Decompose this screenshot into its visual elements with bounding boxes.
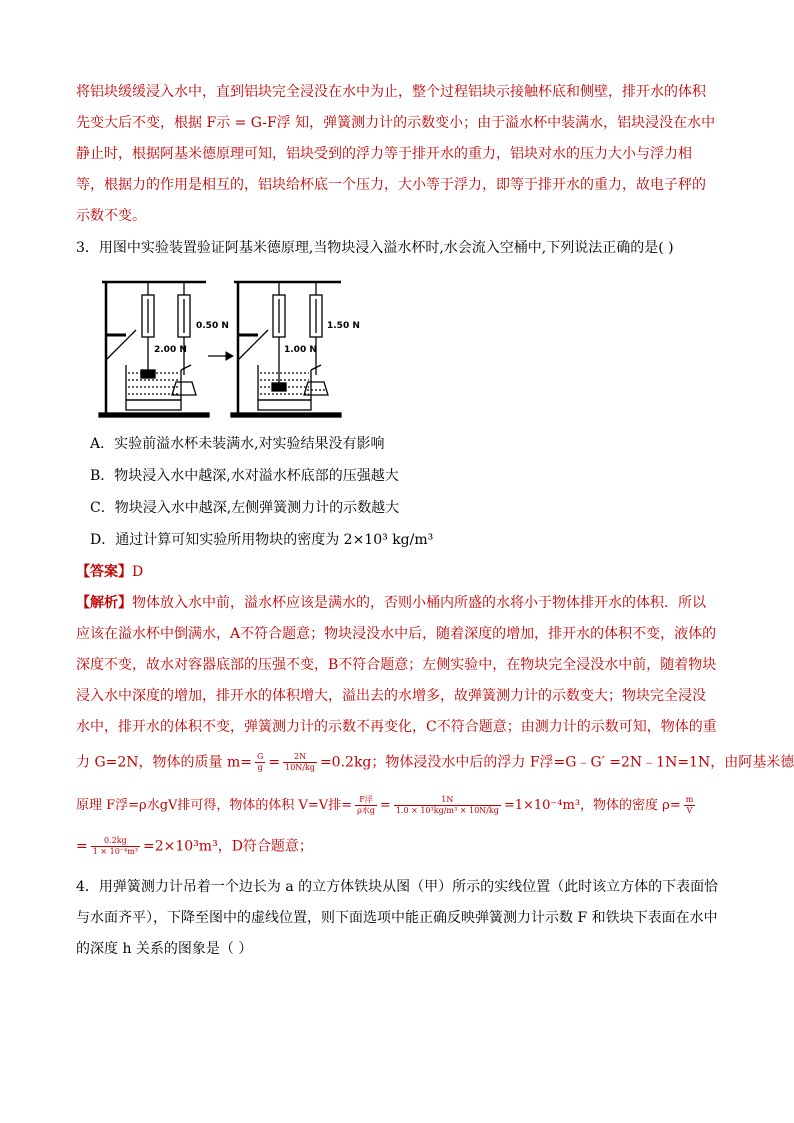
analysis-line-formula-3	[76, 836, 716, 857]
fraction-denominator: 1 × 10⁻⁴m³	[92, 847, 139, 856]
solution-line: 静止时，根据阿基米德原理可知，铝块受到的浮力等于排开水的重力，铝块对水的压力大小与浮力相	[76, 146, 692, 162]
solution-line: 将铝块缓缓浸入水中，直到铝块完全浸没在水中为止，整个过程铝块示接触杯底和侧壁，排开水的体积	[76, 84, 706, 100]
formula-text: =2×10³m³，D符合题意；	[143, 838, 313, 855]
label-0-50n: 0.50 N	[196, 321, 229, 331]
option-a: A．实验前溢水杯未装满水,对实验结果没有影响	[90, 436, 385, 452]
analysis-line: 浸入水中深度的增加，排开水的体积增大，溢出去的水增多，故弹簧测力计的示数变大；物块完全浸没	[76, 688, 706, 704]
formula-text: 原理 F浮=ρ水gV排可得，物体的体积 V=V排=	[76, 798, 353, 813]
experiment-figure	[96, 270, 396, 420]
fraction-numerator: 2N	[283, 752, 317, 763]
question-3-stem: 3．用图中实验装置验证阿基米德原理,当物块浸入溢水杯时,水会流入空桶中,下列说法正确的是( )	[76, 240, 674, 256]
fraction-denominator: g	[257, 763, 263, 772]
solution-line: 先变大后不变，根据 F示 = G-F浮 知，弹簧测力计的示数变小；由于溢水杯中装满水，铝块浸没在水中	[76, 115, 716, 131]
label-1-50n: 1.50 N	[327, 321, 360, 331]
solution-line: 示数不变。	[76, 208, 146, 224]
option-c: C．物块浸入水中越深,左侧弹簧测力计的示数越大	[90, 500, 400, 516]
arrow-icon	[208, 352, 233, 360]
analysis-line-formula-1	[76, 752, 794, 773]
fraction-denominator: V	[686, 806, 693, 815]
solution-line: 等，根据力的作用是相互的，铝块给杯底一个压力，大小等于浮力，即等于排开水的重力，故电子秤的	[76, 177, 706, 193]
answer-line	[76, 562, 716, 582]
equals-sign: =	[379, 798, 391, 813]
option-d: D．通过计算可知实验所用物块的密度为 2×10³ kg/m³	[90, 532, 434, 548]
analysis-line-formula-2	[76, 795, 716, 816]
fraction-denominator: 1.0 × 10³kg/m³ × 10N/kg	[395, 806, 499, 815]
fraction-numerator: 1N	[394, 795, 501, 806]
equals-sign: =	[268, 754, 281, 771]
formula-text: =0.2kg；物体浸没水中后的浮力 F浮=G﹣G′ =2N﹣1N=1N，由阿基米德	[319, 754, 794, 771]
fraction-numerator: G	[256, 752, 264, 761]
formula-text: 力 G=2N，物体的质量 m=	[76, 754, 252, 771]
question-4-line: 与水面齐平），下降至图中的虚线位置，则下面选项中能正确反映弹簧测力计示数 F 和铁块下表面在水中	[76, 910, 718, 926]
label-2-00n: 2.00 N	[154, 345, 187, 355]
option-b: B．物块浸入水中越深,水对溢水杯底部的压强越大	[90, 468, 399, 484]
question-4-line: 4．用弹簧测力计吊着一个边长为 a 的立方体铁块从图（甲）所示的实线位置（此时该立方体的下表面恰	[76, 879, 719, 895]
answer-value: D	[132, 564, 144, 580]
fraction-numerator: m	[685, 795, 694, 804]
analysis-line	[76, 593, 716, 613]
fraction-numerator: F浮	[355, 795, 377, 806]
analysis-label: 【解析】	[76, 595, 132, 611]
fraction-numerator: 0.2kg	[91, 836, 140, 847]
formula-text: =	[76, 838, 88, 855]
analysis-line: 深度不变，故水对容器底部的压强不变，B不符合题意；左侧实验中，在物块完全浸没水中前，随着物块	[76, 657, 717, 673]
formula-text: =1×10⁻⁴m³，物体的密度 ρ=	[503, 798, 681, 813]
fraction-denominator: ρ水g	[357, 806, 375, 815]
label-1-00n: 1.00 N	[284, 345, 317, 355]
question-4-line: 的深度 h 关系的图象是（ ）	[76, 941, 253, 957]
analysis-line: 水中，排开水的体积不变，弹簧测力计的示数不再变化，C不符合题意；由测力计的示数可知，物体的重	[76, 719, 717, 735]
answer-label: 【答案】	[76, 564, 132, 580]
fraction-denominator: 10N/kg	[285, 763, 315, 772]
analysis-text: 物体放入水中前，溢水杯应该是满水的，否则小桶内所盛的水将小于物体排开水的体积．所以	[132, 595, 706, 611]
analysis-line: 应该在溢水杯中倒满水，A不符合题意；物块浸没水中后，随着深度的增加，排开水的体积不变，液体的	[76, 626, 717, 642]
